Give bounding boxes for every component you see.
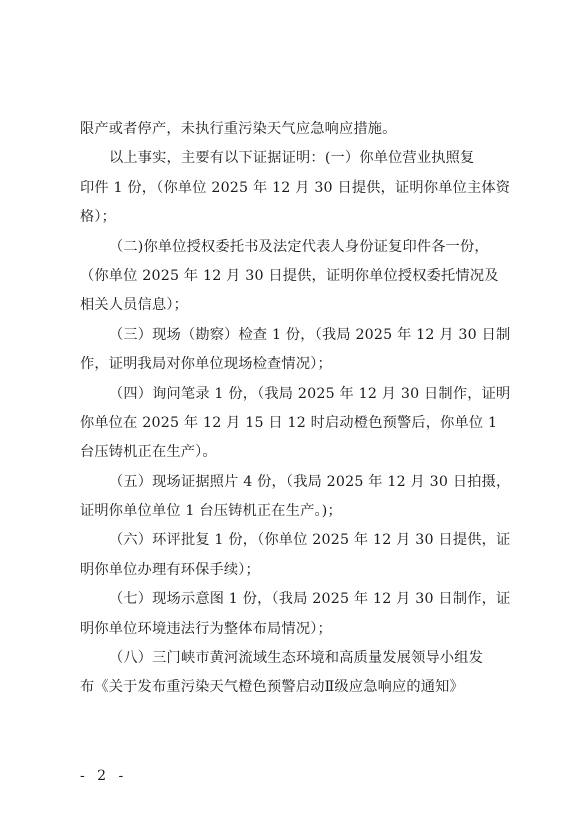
text-line: 你单位在 2025 年 12 月 15 日 12 时启动橙色预警后，你单位 1 [80,414,498,431]
text-line: 印件 1 份，（你单位 2025 年 12 月 30 日提供，证明你单位主体资 [80,179,511,196]
text-line: （七）现场示意图 1 份，（我局 2025 年 12 月 30 日制作，证 [109,591,511,608]
text-line: 作，证明我局对你单位现场检查情况）； [80,356,332,373]
text-line: （二)你单位授权委托书及法定代表人身份证复印件各一份， [109,238,489,255]
text-line: 以上事实，主要有以下证据证明：(一）你单位营业执照复 [109,150,475,167]
text-line: 证明你单位单位 1 台压铸机正在生产。)； [80,503,342,520]
text-line: （五）现场证据照片 4 份，（我局 2025 年 12 月 30 日拍摄， [109,473,511,490]
page-number: - 2 - [80,768,128,784]
text-line: （六）环评批复 1 份，（你单位 2025 年 12 月 30 日提供，证 [109,532,511,549]
text-line: 限产或者停产，未执行重污染天气应急响应措施。 [80,121,397,137]
text-line: （四）询问笔录 1 份，（我局 2025 年 12 月 30 日制作，证明 [109,385,511,402]
text-line: 台压铸机正在生产）。 [80,444,217,461]
text-line: 布《关于发布重污染天气橙色预警启动Ⅱ级应急响应的通知》 [80,679,464,696]
document-body [80,115,520,703]
text-line: （三）现场（勘察）检查 1 份，（我局 2025 年 12 月 30 日制 [109,326,511,343]
text-line: 相关人员信息）； [80,297,189,314]
text-line: 明你单位环境违法行为整体布局情况）； [80,620,332,637]
text-line: （你单位 2025 年 12 月 30 日提供，证明你单位授权委托情况及 [80,267,499,284]
text-line: 明你单位办理有环保手续）； [80,561,260,578]
text-line: 格）； [80,209,117,226]
text-line: （八）三门峡市黄河流域生态环境和高质量发展领导小组发 [109,650,484,667]
